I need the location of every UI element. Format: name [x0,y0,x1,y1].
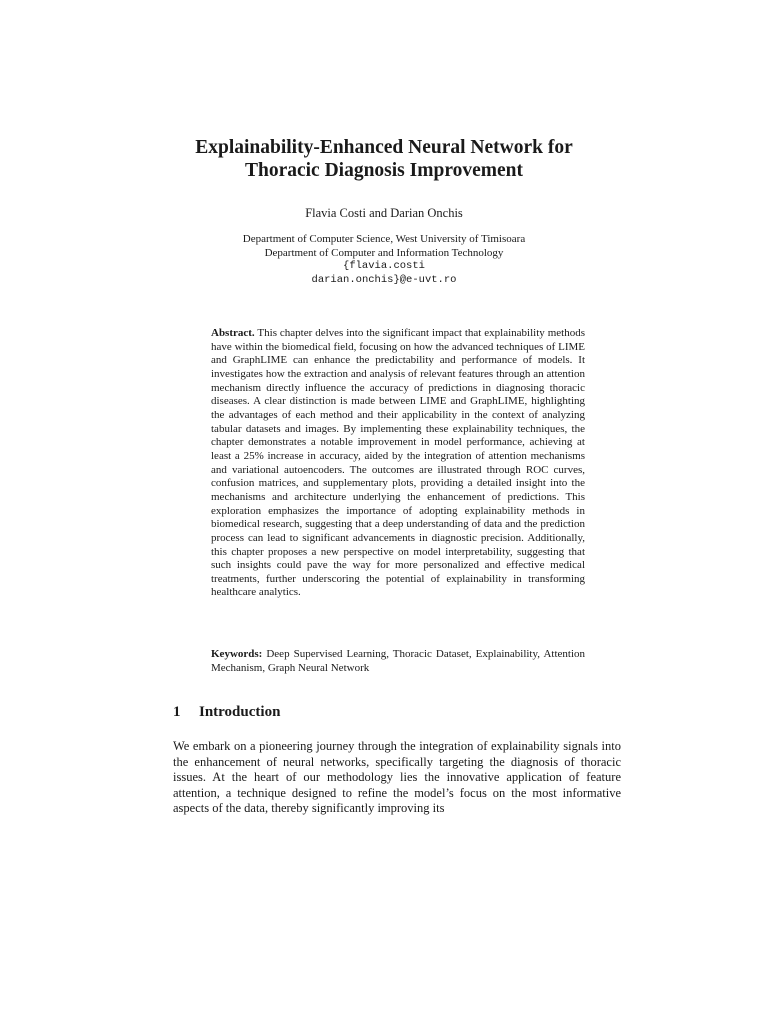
affiliations [0,233,768,287]
affiliation-1: Department of Computer Science, West University of Timisoara [242,233,526,245]
keywords-label: Keywords: [211,648,263,660]
author-list: Flavia Costi and Darian Onchis [305,206,463,220]
keywords-text: Deep Supervised Learning, Thoracic Dataset, Explainability, Attention Mechanism, Graph Neural Network [211,648,585,674]
section-heading [173,703,280,721]
abstract [211,327,585,600]
title-line-2: Thoracic Diagnosis Improvement [244,160,524,181]
keywords [211,648,585,675]
email-line-1: {flavia.costi [343,260,425,272]
section-title: Introduction [199,704,281,720]
section-number: 1 [173,704,181,720]
abstract-text: This chapter delves into the significant impact that explainability methods have within the biomedical field, focusing on how the advanced techniques of LIME and GraphLIME can enhance the predictability and performance of models. It investigates how the extraction and analysis of relevant features through an attention mechanism directly influence the accuracy of predictions in diagnosing thoracic diseases. A clear distinction is made between LIME and GraphLIME, highlighting the advantages of each method and their applicability in the context of analyzing tabular datasets and images. By implementing these explainability techniques, the chapter demonstrates a notable improvement in model performance, achieving at least a 25% increase in accuracy, aided by the integration of attention mechanisms and variational autoencoders. The outcomes are illustrated through ROC curves, confusion matrices, and supplementary plots, providing a detailed insight into the mechanisms and architecture underlying the enhancement of predictions. This exploration emphasizes the importance of adopting explainability methods in biomedical research, suggesting that a deep understanding of data and the prediction process can lead to significant advancements in diagnostic precision. Additionally, this chapter proposes a new perspective on model interpretability, suggesting that such insights could pave the way for more personalized and effective medical treatments, further underscoring the potential of explainability in transforming healthcare analytics. [211,327,585,599]
paper-title [0,136,768,182]
title-line-1: Explainability-Enhanced Neural Network for [195,137,573,158]
abstract-label: Abstract. [211,327,255,339]
introduction-paragraph: We embark on a pioneering journey through the integration of explainability signals into the enhancement of neural networks, specifically targeting the diagnosis of thoracic issues. At the heart of our methodology lies the innovative application of feature attention, a technique designed to refine the model’s focus on the most informative aspects of the data, thereby significantly improving its [173,739,621,816]
email-line-2: darian.onchis}@e-uvt.ro [311,273,457,286]
affiliation-2: Department of Computer and Information Technology [264,246,504,259]
